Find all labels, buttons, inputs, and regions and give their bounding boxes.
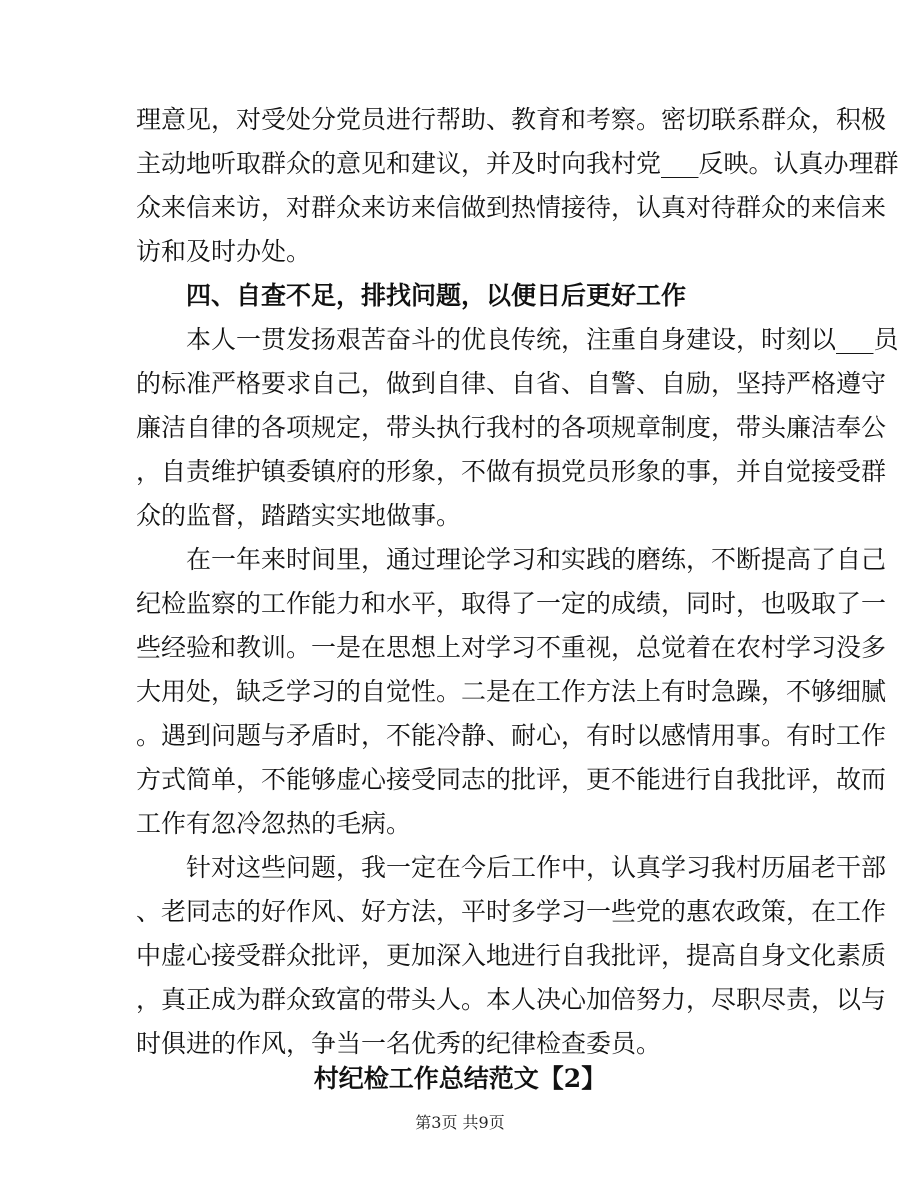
paragraph-line: 、老同志的好作风、好方法，平时多学习一些党的惠农政策，在工作 (136, 897, 887, 926)
next-article-title: 村纪检工作总结范文【2】 (313, 1064, 607, 1093)
paragraph-line: 众的监督，踏踏实实地做事。 (136, 501, 462, 530)
paragraph-line: 方式简单，不能够虚心接受同志的批评，更不能进行自我批评，故而 (136, 765, 887, 794)
paragraph-line: 访和及时办处。 (136, 237, 312, 266)
paragraph-line: 中虚心接受群众批评，更加深入地进行自我批评，提高自身文化素质 (136, 941, 887, 970)
paragraph-line: 理意见，对受处分党员进行帮助、教育和考察。密切联系群众，积极 (136, 105, 887, 134)
paragraph-line: 众来信来访，对群众来访来信做到热情接待，认真对待群众的来信来 (136, 193, 887, 222)
paragraph-line: 时俱进的作风，争当一名优秀的纪律检查委员。 (136, 1029, 662, 1058)
paragraph-line: 的标准严格要求自己，做到自律、自省、自警、自励，坚持严格遵守 (136, 369, 887, 398)
paragraph-line: ，自责维护镇委镇府的形象，不做有损党员形象的事，并自觉接受群 (136, 457, 887, 486)
paragraph-line: ，真正成为群众致富的带头人。本人决心加倍努力，尽职尽责，以与 (136, 985, 887, 1014)
paragraph-line: 。遇到问题与矛盾时，不能冷静、耐心，有时以感情用事。有时工作 (136, 721, 887, 750)
section-heading: 四、自查不足，排找问题，以便日后更好工作 (186, 281, 687, 310)
paragraph-line: 些经验和教训。一是在思想上对学习不重视，总觉着在农村学习没多 (136, 633, 887, 662)
paragraph-line: 本人一贯发扬艰苦奋斗的优良传统，注重自身建设，时刻以___员 (186, 325, 899, 354)
paragraph-line: 在一年来时间里，通过理论学习和实践的磨练，不断提高了自己 (186, 545, 887, 574)
paragraph-line: 纪检监察的工作能力和水平，取得了一定的成绩，同时，也吸取了一 (136, 589, 887, 618)
paragraph-line: 大用处，缺乏学习的自觉性。二是在工作方法上有时急躁，不够细腻 (136, 677, 887, 706)
paragraph-line: 廉洁自律的各项规定，带头执行我村的各项规章制度，带头廉洁奉公 (136, 413, 887, 442)
paragraph-line: 工作有忽冷忽热的毛病。 (136, 809, 412, 838)
paragraph-line: 针对这些问题，我一定在今后工作中，认真学习我村历届老干部 (186, 853, 887, 882)
paragraph-line: 主动地听取群众的意见和建议，并及时向我村党___反映。认真办理群 (136, 149, 899, 178)
page-number-footer: 第3页 共9页 (415, 1113, 505, 1132)
